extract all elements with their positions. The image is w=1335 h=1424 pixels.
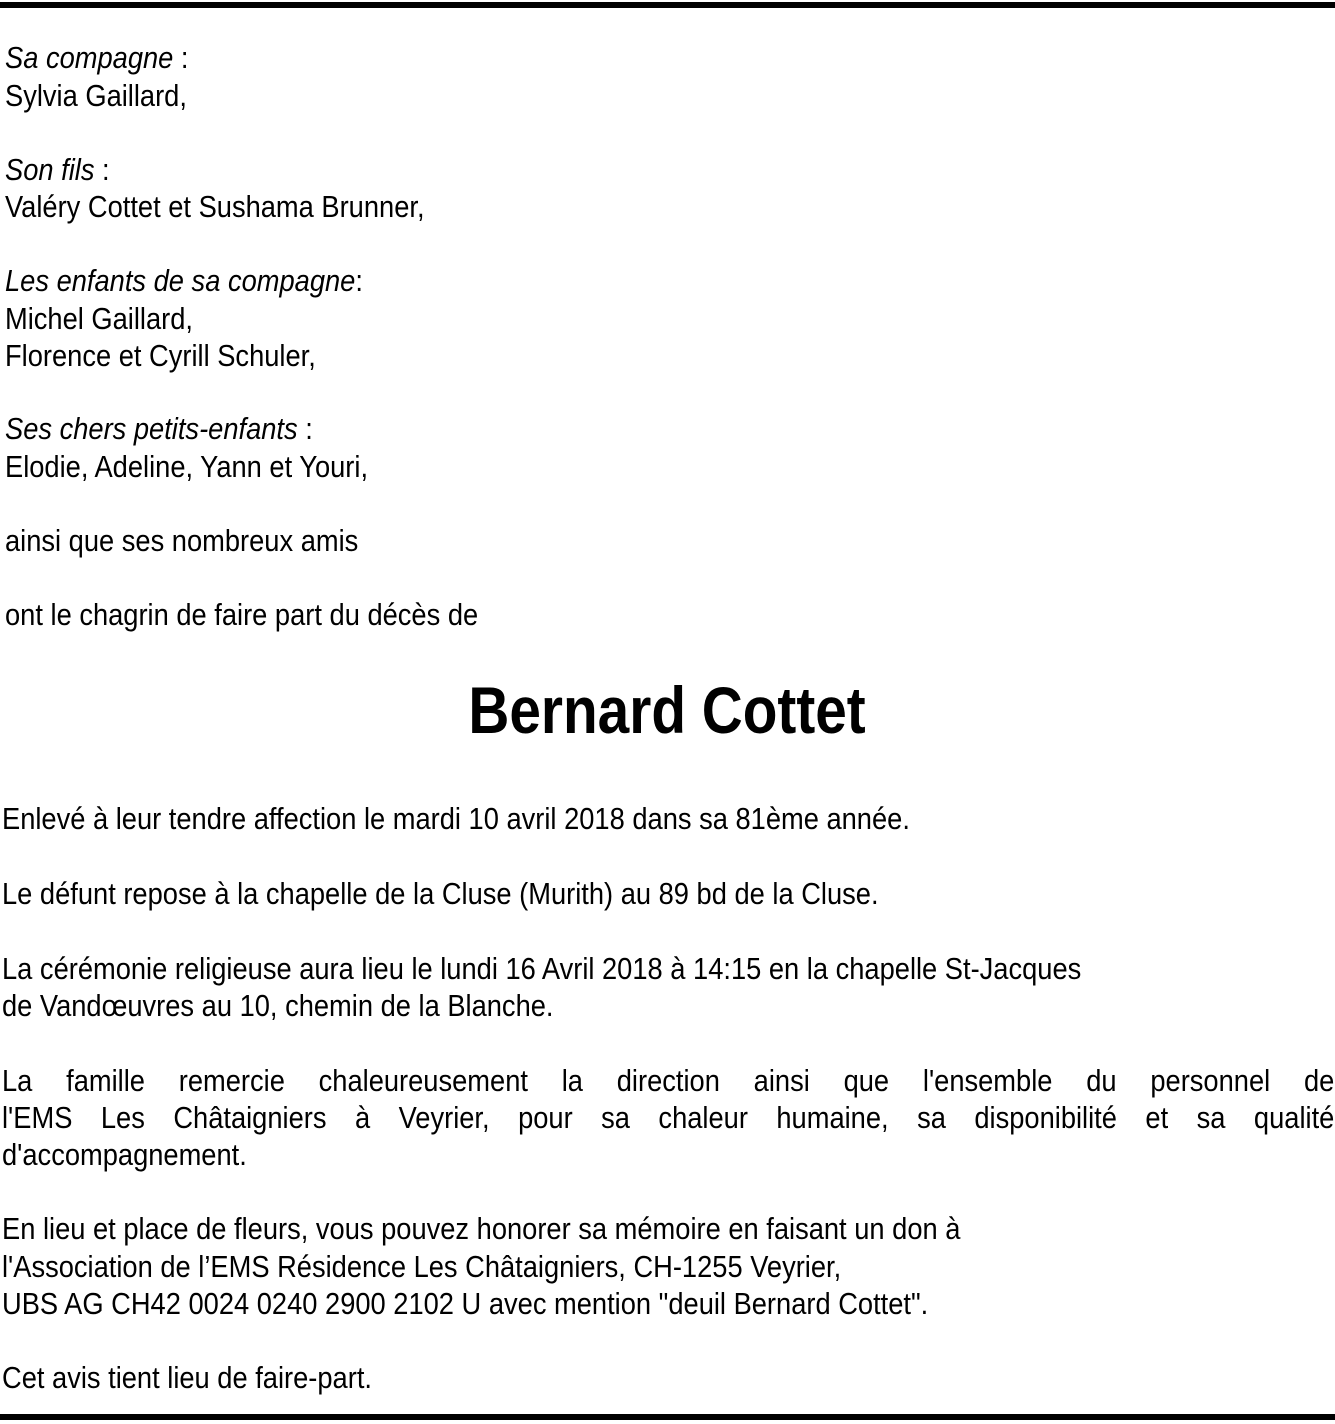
- family-label-son: [5, 151, 110, 188]
- paragraph-thanks: [2, 1062, 1334, 1173]
- paragraph-ceremony-line: de Vandœuvres au 10, chemin de la Blanche.: [2, 988, 554, 1023]
- paragraph-donation-line: l'Association de l’EMS Résidence Les Châtaigniers, CH-1255 Veyrier,: [2, 1249, 842, 1284]
- family-label-text: Son fils: [5, 152, 95, 187]
- paragraph-thanks-text: l'EMS Les Châtaigniers à Veyrier, pour sa chaleur humaine, sa disponibilité et sa qualité: [2, 1100, 1335, 1135]
- family-label-companion-children: [5, 262, 363, 299]
- paragraph-thanks-text: La famille remercie chaleureusement la direction ainsi que l'ensemble du personnel de: [2, 1063, 1335, 1098]
- family-label-separator: :: [297, 411, 313, 446]
- paragraph-closing: Cet avis tient lieu de faire-part.: [2, 1360, 372, 1395]
- family-label-separator: :: [355, 263, 363, 298]
- paragraph-thanks-line: [2, 1062, 1334, 1099]
- family-label-separator: :: [173, 40, 189, 75]
- family-label-text: Les enfants de sa compagne: [5, 263, 356, 298]
- family-names-line: Florence et Cyrill Schuler,: [5, 338, 316, 373]
- paragraph-death: Enlevé à leur tendre affection le mardi 10 avril 2018 dans sa 81ème année.: [2, 801, 910, 836]
- friends-line: ainsi que ses nombreux amis: [5, 523, 359, 558]
- family-names-line: Valéry Cottet et Sushama Brunner,: [5, 189, 425, 224]
- paragraph-donation-line: UBS AG CH42 0024 0240 2900 2102 U avec mention "deuil Bernard Cottet".: [2, 1286, 929, 1321]
- family-label-text: Sa compagne: [5, 40, 174, 75]
- paragraph-thanks-line: [2, 1099, 1334, 1136]
- paragraph-ceremony-line: La cérémonie religieuse aura lieu le lundi 16 Avril 2018 à 14:15 en la chapelle St-Jacques: [2, 951, 1082, 986]
- deceased-name: [0, 672, 1335, 748]
- family-names-line: Elodie, Adeline, Yann et Youri,: [5, 449, 369, 484]
- top-border-rule: [0, 2, 1335, 8]
- family-label-separator: :: [94, 152, 110, 187]
- family-label-text: Ses chers petits-enfants: [5, 411, 298, 446]
- paragraph-thanks-line: [2, 1136, 1334, 1173]
- paragraph-thanks-text: d'accompagnement.: [2, 1137, 247, 1172]
- announcement-line: ont le chagrin de faire part du décès de: [5, 597, 479, 632]
- bottom-border-rule: [0, 1414, 1335, 1420]
- paragraph-rest: Le défunt repose à la chapelle de la Cluse (Murith) au 89 bd de la Cluse.: [2, 876, 879, 911]
- family-label-grandchildren: [5, 410, 313, 447]
- family-label-companion: [5, 39, 189, 76]
- family-names-line: Sylvia Gaillard,: [5, 78, 187, 113]
- family-names-line: Michel Gaillard,: [5, 301, 193, 336]
- paragraph-donation-line: En lieu et place de fleurs, vous pouvez honorer sa mémoire en faisant un don à: [2, 1211, 961, 1246]
- deceased-name-text: Bernard Cottet: [468, 673, 867, 747]
